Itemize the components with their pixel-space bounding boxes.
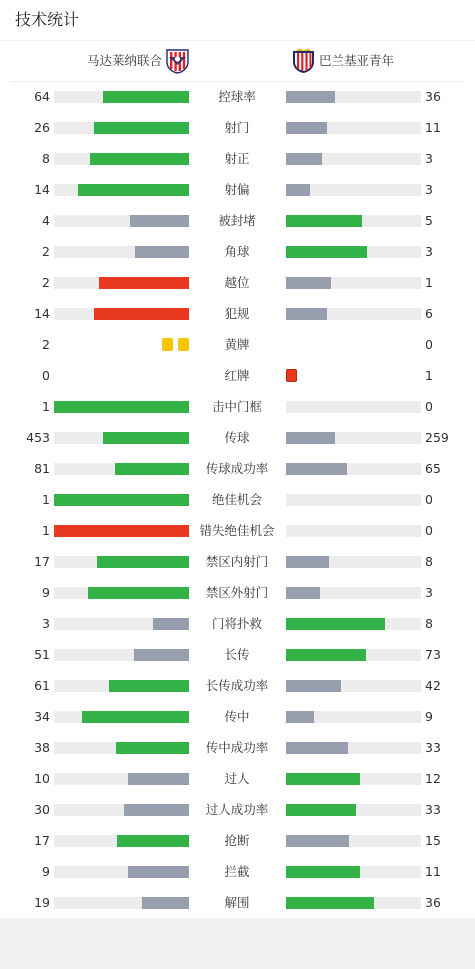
away-bar-fill: [286, 587, 320, 599]
home-bar-fill: [54, 494, 189, 506]
stat-row: [0, 366, 475, 386]
away-bar-track: [286, 835, 421, 847]
home-bar-track: [54, 680, 189, 692]
away-bar-fill: [286, 804, 356, 816]
home-stat-value: 26: [34, 120, 50, 135]
away-bar-fill: [286, 742, 348, 754]
home-stat-value: 9: [42, 585, 50, 600]
away-stat-value: 5: [425, 213, 433, 228]
stat-label: 长传: [224, 647, 250, 662]
away-stat-value: 8: [425, 554, 433, 569]
home-bar-track: [54, 835, 189, 847]
home-bar-track: [54, 556, 189, 568]
stat-row: [0, 149, 475, 169]
home-stat-value: 34: [34, 709, 50, 724]
stat-row: [0, 769, 475, 789]
stat-label: 传球成功率: [205, 461, 269, 476]
stat-row: [0, 118, 475, 138]
yellow-card-icon: [162, 338, 173, 351]
away-bar-track: [286, 587, 421, 599]
away-bar-track: [286, 494, 421, 506]
stat-label: 禁区内射门: [205, 554, 269, 569]
stat-row: [0, 211, 475, 231]
stat-label: 解围: [224, 895, 250, 910]
stat-label: 错失绝佳机会: [199, 523, 275, 538]
home-stat-value: 4: [42, 213, 50, 228]
home-bar-track: [54, 401, 189, 413]
away-stat-value: 3: [425, 244, 433, 259]
home-stat-value: 81: [34, 461, 50, 476]
away-bar-fill: [286, 711, 314, 723]
home-stat-value: 10: [34, 771, 50, 786]
home-bar-track: [54, 618, 189, 630]
home-bar-fill: [135, 246, 189, 258]
away-stat-value: 0: [425, 399, 433, 414]
divider: [10, 81, 465, 82]
away-bar-track: [286, 308, 421, 320]
away-stat-value: 8: [425, 616, 433, 631]
home-bar-fill: [88, 587, 189, 599]
away-bar-track: [286, 804, 421, 816]
away-bar-fill: [286, 277, 331, 289]
stat-row: [0, 893, 475, 913]
away-bar-fill: [286, 184, 310, 196]
away-bar-track: [286, 742, 421, 754]
home-cards: [162, 338, 189, 351]
page-background: [0, 918, 475, 969]
home-stat-value: 38: [34, 740, 50, 755]
stat-label: 传中: [224, 709, 250, 724]
home-stat-value: 9: [42, 864, 50, 879]
home-stat-value: 64: [34, 89, 50, 104]
away-stat-value: 33: [425, 802, 441, 817]
away-stat-value: 36: [425, 89, 441, 104]
away-bar-fill: [286, 308, 327, 320]
stat-label: 击中门框: [211, 399, 262, 414]
away-bar-track: [286, 680, 421, 692]
away-bar-track: [286, 153, 421, 165]
home-team-crest-icon[interactable]: [165, 48, 190, 74]
stat-row: [0, 335, 475, 355]
home-bar-track: [54, 587, 189, 599]
stat-label: 角球: [224, 244, 250, 259]
red-card-icon: [286, 369, 297, 382]
away-stat-value: 3: [425, 151, 433, 166]
home-bar-track: [54, 649, 189, 661]
stat-row: [0, 800, 475, 820]
away-stat-value: 42: [425, 678, 441, 693]
stat-row: [0, 552, 475, 572]
away-bar-fill: [286, 618, 385, 630]
away-bar-track: [286, 91, 421, 103]
stat-label: 长传成功率: [205, 678, 269, 693]
section-title: 技术统计: [15, 10, 80, 29]
stat-row: [0, 521, 475, 541]
home-bar-fill: [130, 215, 189, 227]
away-bar-track: [286, 215, 421, 227]
stat-row: [0, 242, 475, 262]
away-bar-track: [286, 277, 421, 289]
home-bar-track: [54, 773, 189, 785]
stat-label: 抢断: [224, 833, 250, 848]
stat-row: [0, 273, 475, 293]
away-bar-track: [286, 525, 421, 537]
home-bar-fill: [103, 432, 189, 444]
away-stat-value: 0: [425, 492, 433, 507]
away-stat-value: 12: [425, 771, 441, 786]
home-bar-fill: [97, 556, 189, 568]
stat-row: [0, 707, 475, 727]
stat-label: 犯规: [224, 306, 250, 321]
stat-row: [0, 459, 475, 479]
stat-label: 控球率: [218, 89, 256, 104]
stat-label: 禁区外射门: [205, 585, 269, 600]
away-bar-track: [286, 246, 421, 258]
home-stat-value: 19: [34, 895, 50, 910]
stat-row: [0, 304, 475, 324]
home-stat-value: 453: [26, 430, 50, 445]
stat-label: 黄牌: [224, 337, 250, 352]
away-bar-fill: [286, 432, 335, 444]
away-cards: [286, 369, 297, 382]
away-stat-value: 3: [425, 182, 433, 197]
away-stat-value: 0: [425, 337, 433, 352]
home-bar-fill: [109, 680, 189, 692]
home-bar-track: [54, 91, 189, 103]
away-bar-fill: [286, 246, 367, 258]
home-stat-value: 17: [34, 833, 50, 848]
stat-row: [0, 645, 475, 665]
away-bar-track: [286, 897, 421, 909]
away-bar-fill: [286, 463, 347, 475]
away-bar-fill: [286, 835, 349, 847]
home-bar-fill: [128, 866, 189, 878]
away-bar-fill: [286, 649, 366, 661]
stat-label: 射正: [224, 151, 250, 166]
away-bar-fill: [286, 680, 341, 692]
stat-row: [0, 490, 475, 510]
home-stat-value: 14: [34, 182, 50, 197]
away-bar-fill: [286, 866, 360, 878]
home-stat-value: 30: [34, 802, 50, 817]
away-bar-track: [286, 866, 421, 878]
away-bar-fill: [286, 91, 335, 103]
away-stat-value: 15: [425, 833, 441, 848]
home-bar-fill: [124, 804, 189, 816]
home-stat-value: 14: [34, 306, 50, 321]
stat-label: 拦截: [224, 864, 250, 879]
stat-row: [0, 738, 475, 758]
home-bar-track: [54, 711, 189, 723]
away-stat-value: 259: [425, 430, 449, 445]
home-bar-track: [54, 463, 189, 475]
stat-label: 过人成功率: [205, 802, 269, 817]
away-stat-value: 65: [425, 461, 441, 476]
home-bar-track: [54, 308, 189, 320]
away-stat-value: 1: [425, 368, 433, 383]
stat-row: [0, 676, 475, 696]
away-bar-track: [286, 773, 421, 785]
home-stat-value: 1: [42, 399, 50, 414]
away-stat-value: 3: [425, 585, 433, 600]
stat-label: 门将扑救: [211, 616, 262, 631]
home-stat-value: 2: [42, 337, 50, 352]
away-stat-value: 9: [425, 709, 433, 724]
away-stat-value: 33: [425, 740, 441, 755]
home-stat-value: 51: [34, 647, 50, 662]
home-bar-fill: [103, 91, 189, 103]
stat-label: 绝佳机会: [211, 492, 262, 507]
away-bar-fill: [286, 215, 362, 227]
home-bar-track: [54, 153, 189, 165]
away-bar-fill: [286, 897, 374, 909]
home-stat-value: 2: [42, 275, 50, 290]
home-stat-value: 1: [42, 492, 50, 507]
home-bar-fill: [78, 184, 189, 196]
home-bar-fill: [90, 153, 189, 165]
away-bar-track: [286, 401, 421, 413]
away-bar-track: [286, 711, 421, 723]
away-stat-value: 73: [425, 647, 441, 662]
home-bar-fill: [99, 277, 189, 289]
stat-label: 红牌: [224, 368, 250, 383]
stat-row: [0, 428, 475, 448]
home-bar-track: [54, 866, 189, 878]
home-bar-fill: [82, 711, 189, 723]
away-bar-track: [286, 463, 421, 475]
stat-label: 越位: [224, 275, 250, 290]
stat-label: 传球: [224, 430, 250, 445]
away-bar-track: [286, 432, 421, 444]
home-bar-fill: [134, 649, 189, 661]
stat-label: 射偏: [224, 182, 250, 197]
away-team-name[interactable]: 巴兰基亚青年: [319, 53, 395, 68]
home-bar-fill: [94, 308, 189, 320]
stat-row: [0, 180, 475, 200]
away-bar-track: [286, 556, 421, 568]
home-bar-track: [54, 184, 189, 196]
home-bar-track: [54, 742, 189, 754]
stat-row: [0, 614, 475, 634]
home-bar-track: [54, 804, 189, 816]
home-stat-value: 0: [42, 368, 50, 383]
home-team-name[interactable]: 马达莱纳联合: [86, 53, 162, 68]
stat-row: [0, 87, 475, 107]
divider: [0, 40, 475, 41]
away-stat-value: 6: [425, 306, 433, 321]
away-bar-track: [286, 618, 421, 630]
home-bar-track: [54, 897, 189, 909]
home-bar-track: [54, 122, 189, 134]
home-bar-track: [54, 246, 189, 258]
home-stat-value: 3: [42, 616, 50, 631]
stat-row: [0, 583, 475, 603]
home-stat-value: 1: [42, 523, 50, 538]
stat-row: [0, 397, 475, 417]
away-team-crest-icon[interactable]: [291, 48, 316, 74]
away-stat-value: 11: [425, 864, 441, 879]
home-stat-value: 8: [42, 151, 50, 166]
stat-row: [0, 862, 475, 882]
away-stat-value: 36: [425, 895, 441, 910]
home-bar-fill: [94, 122, 189, 134]
away-stat-value: 1: [425, 275, 433, 290]
home-bar-track: [54, 525, 189, 537]
home-bar-fill: [54, 525, 189, 537]
stat-label: 被封堵: [218, 213, 256, 228]
away-bar-track: [286, 649, 421, 661]
home-bar-fill: [142, 897, 189, 909]
home-bar-fill: [117, 835, 189, 847]
stat-label: 过人: [224, 771, 250, 786]
home-stat-value: 2: [42, 244, 50, 259]
home-bar-track: [54, 494, 189, 506]
stat-label: 射门: [224, 120, 250, 135]
away-bar-fill: [286, 556, 329, 568]
home-bar-fill: [54, 401, 189, 413]
away-bar-track: [286, 184, 421, 196]
home-bar-track: [54, 215, 189, 227]
home-bar-track: [54, 432, 189, 444]
home-stat-value: 61: [34, 678, 50, 693]
stat-row: [0, 831, 475, 851]
away-bar-fill: [286, 153, 322, 165]
home-stat-value: 17: [34, 554, 50, 569]
home-bar-fill: [116, 742, 189, 754]
away-stat-value: 0: [425, 523, 433, 538]
away-stat-value: 11: [425, 120, 441, 135]
away-bar-fill: [286, 773, 360, 785]
home-bar-fill: [128, 773, 189, 785]
home-bar-fill: [115, 463, 189, 475]
away-bar-track: [286, 122, 421, 134]
away-bar-fill: [286, 122, 327, 134]
home-bar-track: [54, 277, 189, 289]
stat-label: 传中成功率: [205, 740, 269, 755]
home-bar-fill: [153, 618, 189, 630]
